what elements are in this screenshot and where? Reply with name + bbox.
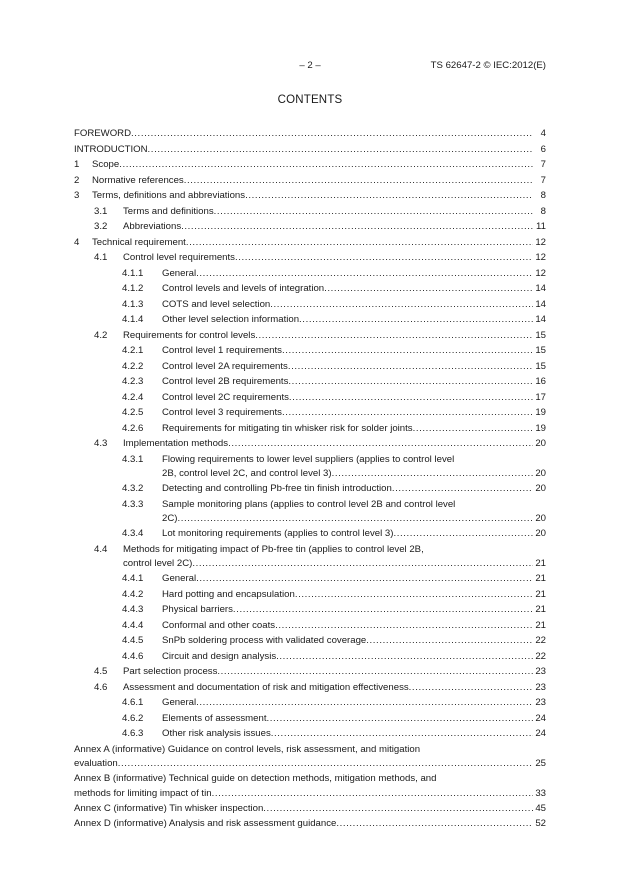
- toc-entry-4-1-2[interactable]: [74, 281, 546, 297]
- leader-dots: [366, 633, 533, 649]
- toc-page-number: 14: [535, 314, 546, 325]
- toc-page-number: 19: [535, 422, 546, 434]
- leader-dots: [212, 787, 533, 801]
- toc-section-number: 4.4.2: [122, 588, 144, 600]
- toc-entry-4-3-2[interactable]: [74, 481, 546, 497]
- toc-entry-text-continued: evaluation: [74, 758, 118, 769]
- toc-page-number: 21: [535, 573, 546, 584]
- toc-entry-4-4-2[interactable]: [74, 587, 546, 603]
- toc-entry-4-4-3[interactable]: [74, 602, 546, 618]
- toc-entry-text-continued: 2C): [162, 513, 178, 524]
- toc-section-number: 4.1.1: [122, 267, 144, 279]
- toc-entry-4-4[interactable]: [74, 542, 546, 572]
- toc-entry-text: Control level 2C requirements: [162, 391, 289, 403]
- leader-dots: [299, 312, 533, 328]
- toc-entry-text: FOREWORD: [74, 128, 132, 139]
- leader-dots: [393, 526, 533, 542]
- toc-entry-text: Other risk analysis issues: [162, 728, 271, 739]
- toc-entry-4-4-5[interactable]: [74, 633, 546, 649]
- toc-section-number: 4.6.3: [122, 728, 144, 739]
- toc-section-number: 4: [74, 236, 80, 248]
- toc-section-number: 4.6.1: [122, 697, 144, 708]
- toc-page-number: 45: [535, 802, 546, 814]
- leader-dots: [214, 204, 533, 220]
- toc-entry-text: Control levels and levels of integration: [162, 283, 325, 294]
- toc-entry-4-6-3[interactable]: [74, 726, 546, 742]
- toc-page-number: 23: [535, 666, 546, 677]
- toc-entry-4-3-3[interactable]: [74, 497, 546, 527]
- toc-page-number: 12: [535, 267, 546, 279]
- toc-page-number: 25: [535, 758, 546, 769]
- toc-entry-4-3[interactable]: [74, 436, 546, 452]
- toc-entry-text: Circuit and design analysis: [162, 650, 277, 662]
- toc-section-number: 4.5: [94, 666, 108, 677]
- toc-entry-text: Flowing requirements to lower level suppliers (applies to control level: [162, 453, 455, 465]
- toc-entry-text: INTRODUCTION: [74, 143, 148, 155]
- toc-entry-text: Control level requirements: [123, 252, 235, 263]
- toc-entry-text: Terms, definitions and abbreviations: [92, 190, 246, 201]
- toc-section-number: 4.1.4: [122, 314, 144, 325]
- toc-entry-text: Requirements for mitigating tin whisker risk for solder joints: [162, 422, 413, 434]
- leader-dots: [255, 328, 533, 344]
- toc-entry-text: General: [162, 573, 197, 584]
- leader-dots: [233, 602, 533, 618]
- toc-page-number: 8: [540, 190, 546, 201]
- toc-section-number: 4.2.4: [122, 391, 144, 403]
- leader-dots: [217, 664, 533, 680]
- toc-page-number: 22: [535, 650, 546, 662]
- toc-section-number: 1: [74, 159, 80, 170]
- toc-section-number: 4.2.5: [122, 407, 144, 418]
- toc-entry-2[interactable]: [74, 173, 546, 189]
- toc-entry-4-2[interactable]: [74, 328, 546, 344]
- toc-section-number: 4.6.2: [122, 712, 144, 724]
- toc-page-number: 33: [535, 787, 546, 799]
- leader-dots: [409, 680, 533, 696]
- leader-dots: [148, 142, 533, 158]
- toc-section-number: 3.1: [94, 205, 108, 217]
- leader-dots: [181, 219, 533, 235]
- document-id: TS 62647-2 © IEC:2012(E): [430, 60, 546, 71]
- leader-dots: [235, 250, 533, 266]
- leader-dots: [332, 467, 533, 481]
- toc-page-number: 23: [535, 697, 546, 708]
- toc-section-number: 2: [74, 174, 80, 186]
- leader-dots: [131, 126, 533, 142]
- toc-entry-text-continued: methods for limiting impact of tin: [74, 787, 212, 799]
- toc-entry-text-continued: control level 2C): [123, 558, 193, 569]
- toc-section-number: 4.6: [94, 681, 108, 693]
- toc-section-number: 3: [74, 190, 80, 201]
- toc-page-number: 15: [535, 360, 546, 372]
- toc-entry-4-2-3[interactable]: [74, 374, 546, 390]
- leader-dots: [177, 512, 533, 526]
- toc-entry-4-4-1[interactable]: [74, 571, 546, 587]
- toc-entry-text: Control level 2B requirements: [162, 376, 289, 387]
- toc-entry-4-1-3[interactable]: [74, 297, 546, 313]
- toc-entry-4-1-4[interactable]: [74, 312, 546, 328]
- toc-entry-3-1[interactable]: [74, 204, 546, 220]
- leader-dots: [288, 359, 533, 375]
- toc-entry-4-4-4[interactable]: [74, 618, 546, 634]
- toc-entry-text: Terms and definitions: [123, 205, 214, 217]
- toc-entry-4-3-4[interactable]: [74, 526, 546, 542]
- toc-page-number: 17: [535, 391, 546, 403]
- toc-entry-4-6-1[interactable]: [74, 695, 546, 711]
- toc-section-number: 4.3.4: [122, 528, 144, 539]
- leader-dots: [192, 557, 533, 571]
- toc-entry-4-1-1[interactable]: [74, 266, 546, 282]
- toc-entry-4-3-1[interactable]: [74, 452, 546, 482]
- table-of-contents: [74, 126, 546, 832]
- toc-entry-4-2-1[interactable]: [74, 343, 546, 359]
- toc-page-number: 20: [535, 528, 546, 539]
- toc-page-number: 14: [535, 298, 546, 310]
- toc-entry-text: Annex A (informative) Guidance on control levels, risk assessment, and mitigation: [74, 743, 421, 755]
- toc-entry-text: Hard potting and encapsulation: [162, 588, 295, 600]
- toc-entry-text: Control level 2A requirements: [162, 360, 288, 372]
- leader-dots: [324, 281, 533, 297]
- toc-entry-foreword[interactable]: [74, 126, 546, 142]
- toc-entry-text: Detecting and controlling Pb-free tin finish introduction: [162, 483, 392, 494]
- toc-page-number: 7: [540, 174, 546, 186]
- toc-page-number: 21: [535, 619, 546, 631]
- toc-entry-text: General: [162, 267, 197, 279]
- toc-entry-text: Physical barriers: [162, 604, 233, 615]
- toc-entry-text: Methods for mitigating impact of Pb-free tin (applies to control level 2B,: [123, 543, 424, 555]
- toc-entry-text: Control level 1 requirements: [162, 345, 282, 356]
- toc-page-number: 15: [535, 345, 546, 356]
- leader-dots: [270, 297, 533, 313]
- toc-page-number: 20: [535, 513, 546, 524]
- toc-page-number: 20: [535, 438, 546, 449]
- leader-dots: [196, 571, 533, 587]
- toc-entry-3[interactable]: [74, 188, 546, 204]
- toc-page-number: 23: [535, 681, 546, 693]
- leader-dots: [276, 649, 533, 665]
- leader-dots: [263, 801, 533, 817]
- leader-dots: [186, 235, 533, 251]
- toc-page-number: 19: [535, 407, 546, 418]
- toc-entry-text: Abbreviations: [123, 221, 182, 232]
- toc-entry-text: Sample monitoring plans (applies to control level 2B and control level: [162, 498, 456, 510]
- toc-page-number: 14: [535, 283, 546, 294]
- toc-entry-4[interactable]: [74, 235, 546, 251]
- toc-page-number: 7: [540, 159, 546, 170]
- leader-dots: [119, 157, 533, 173]
- toc-page-number: 16: [535, 376, 546, 387]
- toc-section-number: 4.1: [94, 252, 108, 263]
- toc-section-number: 4.3.1: [122, 453, 144, 465]
- toc-entry-annex-a[interactable]: [74, 742, 546, 772]
- toc-entry-text: Control level 3 requirements: [162, 407, 282, 418]
- page-title: CONTENTS: [277, 94, 343, 106]
- leader-dots: [196, 266, 533, 282]
- toc-page-number: 4: [540, 128, 546, 139]
- toc-entry-introduction[interactable]: [74, 142, 546, 158]
- toc-section-number: 4.2.6: [122, 422, 144, 434]
- toc-page-number: 11: [536, 221, 546, 232]
- toc-entry-annex-d[interactable]: [74, 816, 546, 832]
- leader-dots: [336, 816, 533, 832]
- toc-section-number: 4.4: [94, 543, 108, 555]
- leader-dots: [184, 173, 533, 189]
- leader-dots: [245, 188, 533, 204]
- toc-section-number: 4.4.6: [122, 650, 144, 662]
- toc-page-number: 20: [535, 468, 546, 479]
- toc-entry-text: Implementation methods: [123, 438, 229, 449]
- toc-page-number: 52: [535, 818, 546, 829]
- leader-dots: [289, 390, 533, 406]
- toc-section-number: 4.3.2: [122, 483, 144, 494]
- leader-dots: [118, 757, 533, 771]
- leader-dots: [275, 618, 533, 634]
- toc-entry-4-2-2[interactable]: [74, 359, 546, 375]
- toc-entry-text-continued: 2B, control level 2C, and control level 3): [162, 468, 332, 479]
- toc-section-number: 4.4.5: [122, 635, 144, 646]
- toc-section-number: 4.4.3: [122, 604, 144, 615]
- toc-entry-text: Scope: [92, 159, 120, 170]
- page-number: – 2 –: [299, 60, 321, 71]
- toc-entry-text: Annex C (informative) Tin whisker inspection: [74, 802, 264, 814]
- leader-dots: [288, 374, 533, 390]
- toc-section-number: 4.2.3: [122, 376, 144, 387]
- toc-entry-4-6[interactable]: [74, 680, 546, 696]
- toc-section-number: 3.2: [94, 221, 108, 232]
- leader-dots: [282, 405, 533, 421]
- toc-page-number: 6: [540, 143, 546, 155]
- leader-dots: [392, 481, 533, 497]
- toc-page-number: 21: [535, 604, 546, 615]
- toc-entry-text: Part selection process: [123, 666, 218, 677]
- toc-entry-4-2-4[interactable]: [74, 390, 546, 406]
- toc-page-number: 15: [535, 329, 546, 341]
- leader-dots: [271, 726, 533, 742]
- toc-entry-text: Conformal and other coats: [162, 619, 276, 631]
- leader-dots: [196, 695, 533, 711]
- leader-dots: [282, 343, 533, 359]
- toc-page-number: 21: [535, 588, 546, 600]
- toc-page-number: 22: [535, 635, 546, 646]
- toc-entry-text: COTS and level selection: [162, 298, 271, 310]
- toc-section-number: 4.2.1: [122, 345, 144, 356]
- toc-entry-3-2[interactable]: [74, 219, 546, 235]
- toc-page-number: 24: [535, 712, 546, 724]
- toc-entry-text: SnPb soldering process with validated coverage: [162, 635, 367, 646]
- leader-dots: [228, 436, 533, 452]
- toc-entry-4-5[interactable]: [74, 664, 546, 680]
- toc-entry-text: Normative references: [92, 174, 184, 186]
- toc-entry-text: Technical requirement: [92, 236, 186, 248]
- toc-page-number: 21: [535, 558, 546, 569]
- toc-entry-4-1[interactable]: [74, 250, 546, 266]
- toc-entry-4-4-6[interactable]: [74, 649, 546, 665]
- toc-section-number: 4.4.1: [122, 573, 144, 584]
- toc-entry-1[interactable]: [74, 157, 546, 173]
- toc-section-number: 4.2: [94, 329, 108, 341]
- toc-section-number: 4.1.3: [122, 298, 144, 310]
- toc-page-number: 12: [535, 236, 546, 248]
- leader-dots: [267, 711, 533, 727]
- toc-page-number: 8: [540, 205, 546, 217]
- toc-entry-4-2-5[interactable]: [74, 405, 546, 421]
- toc-section-number: 4.4.4: [122, 619, 144, 631]
- toc-entry-text: Lot monitoring requirements (applies to control level 3): [162, 528, 394, 539]
- toc-page-number: 24: [535, 728, 546, 739]
- toc-entry-text: Other level selection information: [162, 314, 300, 325]
- leader-dots: [413, 421, 533, 437]
- toc-entry-annex-b[interactable]: [74, 771, 546, 801]
- toc-entry-text: Requirements for control levels: [123, 329, 256, 341]
- toc-entry-text: Annex B (informative) Technical guide on detection methods, mitigation methods, and: [74, 773, 437, 784]
- toc-entry-text: Assessment and documentation of risk and mitigation effectiveness: [123, 681, 409, 693]
- toc-section-number: 4.1.2: [122, 283, 144, 294]
- toc-entry-text: General: [162, 697, 197, 708]
- toc-entry-text: Annex D (informative) Analysis and risk assessment guidance: [74, 818, 337, 829]
- leader-dots: [295, 587, 533, 603]
- toc-entry-annex-c[interactable]: [74, 801, 546, 817]
- toc-entry-4-6-2[interactable]: [74, 711, 546, 727]
- toc-section-number: 4.2.2: [122, 360, 144, 372]
- toc-page-number: 12: [535, 252, 546, 263]
- toc-entry-4-2-6[interactable]: [74, 421, 546, 437]
- toc-entry-text: Elements of assessment: [162, 712, 267, 724]
- toc-section-number: 4.3.3: [122, 498, 144, 510]
- toc-page-number: 20: [535, 483, 546, 494]
- toc-section-number: 4.3: [94, 438, 108, 449]
